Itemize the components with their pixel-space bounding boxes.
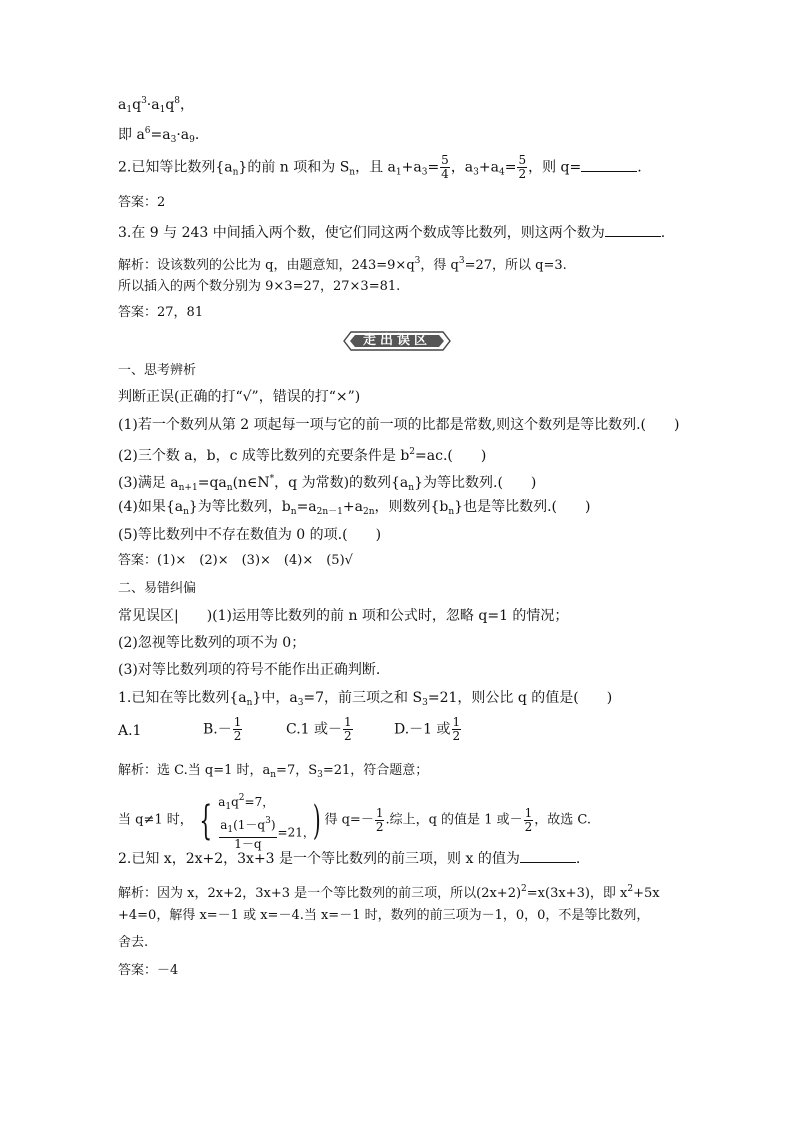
question-2: 2.已知等比数列$\{a_n\}$的前 n 项和为 $S_n$，且 $a_1+a_3=$ $\frac{5}{4}$ ，$a_3+a_4=$ $\frac{5}{2}$ ，则 q= . [118,153,642,181]
solution-2-1-line-1: 解析：选 C.当 q=1 时，$a_n=7$，$S_3=21$，符合题意； [118,763,429,780]
fraction: $\frac{1}{2}$ [375,806,384,834]
solution-2-2-line-3: 舍去. [118,935,149,950]
solution-q3-line-1: 解析：设该数列的公比为 q，由题意知，$243=9\times q^3$，得 $q^3=27$，所以 q=3. [118,256,567,273]
question-3: 3.在 9 与 243 中间插入两个数，使它们同这两个数成等比数列，则这两个数为 . [118,225,666,241]
solution-2-1-line-2: 当 q≠1 时， { $a_1q^2=7$， $\frac{a_1(1-q^3)}{1-q}$ =21， ) 得 q=－ $\frac{1}{2}$ .综上，q 的值是 1 或－ $\frac{1}{2}$ ，故选 C. [118,790,591,836]
pitfall-line-1: 常见误区| )(1)运用等比数列的前 n 项和公式时，忽略 q=1 的情况； [118,608,569,624]
left-brace: { [199,797,212,844]
fraction: $\frac{5}{2}$ [518,153,527,181]
judge-item-4: (4)如果$\{a_n\}$为等比数列，$b_n=a_{2n-1}+a_{2n}$，则数列$\{b_n\}$也是等比数列.( ) [118,499,591,517]
fraction: $\frac{1}{2}$ [344,715,352,743]
judge-item-1: (1)若一个数列从第 2 项起每一项与它的前一项的比都是常数,则这个数列是等比数列.( ) [118,417,680,433]
fraction: $\frac{1}{2}$ [233,715,242,743]
judge-item-5: (5)等比数列中不存在数值为 0 的项.( ) [118,527,382,543]
section-banner [340,330,454,352]
fraction: $\frac{a_1(1-q^3)}{1-q}$ [220,816,276,851]
right-paren: ) [312,797,321,844]
answer-blank [605,224,661,237]
question-2-1: 1.已知在等比数列$\{a_n\}$中，$a_3=7$，前三项之和 $S_3=21$，则公比 q 的值是( ) [118,690,613,708]
answer-q2: 答案：2 [118,195,166,210]
pitfall-line-3: (3)对等比数列项的符号不能作出正确判断. [118,662,381,678]
equation-system: $a_1q^2=7$， $\frac{a_1(1-q^3)}{1-q}$ =21， [218,793,315,851]
option-c: C.1 或－ $\frac{1}{2}$ [286,715,352,743]
section-2-title: 二、易错纠偏 [118,581,197,596]
judge-item-3: (3)满足 $a_{n+1}=qa_n(n\in N^*$，q 为常数)的数列$\{a_n\}$为等比数列.( ) [118,474,537,493]
fraction: $\frac{1}{2}$ [524,806,533,834]
judge-item-2: (2)三个数 a，b，c 成等比数列的充要条件是 $b^2=ac$.( ) [118,447,487,464]
answer-blank [581,159,637,172]
option-d: D.－1 或 $\frac{1}{2}$ [394,715,461,743]
option-a: A.1 [118,723,142,739]
question-2-2: 2.已知 x，2x+2，3x+3 是一个等比数列的前三项，则 x 的值为 . [118,851,581,867]
top-line-1: $a_1q^3\cdot a_1q^8$， [118,96,195,115]
section-1-title: 一、思考辨析 [118,363,197,378]
fraction: $\frac{5}{4}$ [441,153,449,181]
solution-2-2-line-1: 解析：因为 x，2x+2，3x+3 是一个等比数列的前三项，所以$(2x+2)^2=x(3x+3)$，即 $x^2+5x$ [118,884,660,901]
answer-q3: 答案：27，81 [118,305,204,320]
top-line-2: 即 $a^6=a_3\cdot a_9$. [118,126,200,145]
solution-2-2-line-2: +4=0，解得 x=－1 或 x=－4.当 x=－1 时，数列的前三项为－1，0，0，不是等比数列， [118,908,650,923]
answer-2-2: 答案：－4 [118,963,179,978]
answer-blank [520,850,576,863]
solution-q3-line-2: 所以插入的两个数分别为 9×3=27，27×3=81. [118,279,401,294]
answer-section-1: 答案：(1)× (2)× (3)× (4)× (5)√ [118,553,353,568]
pitfall-line-2: (2)忽视等比数列的项不为 0； [118,635,306,651]
option-b: B.－ $\frac{1}{2}$ [203,715,242,743]
fraction: $\frac{1}{2}$ [452,715,461,743]
banner-text: 走出误区 [362,333,431,348]
section-1-intro: 判断正误(正确的打“√”，错误的打“×”) [118,389,361,405]
